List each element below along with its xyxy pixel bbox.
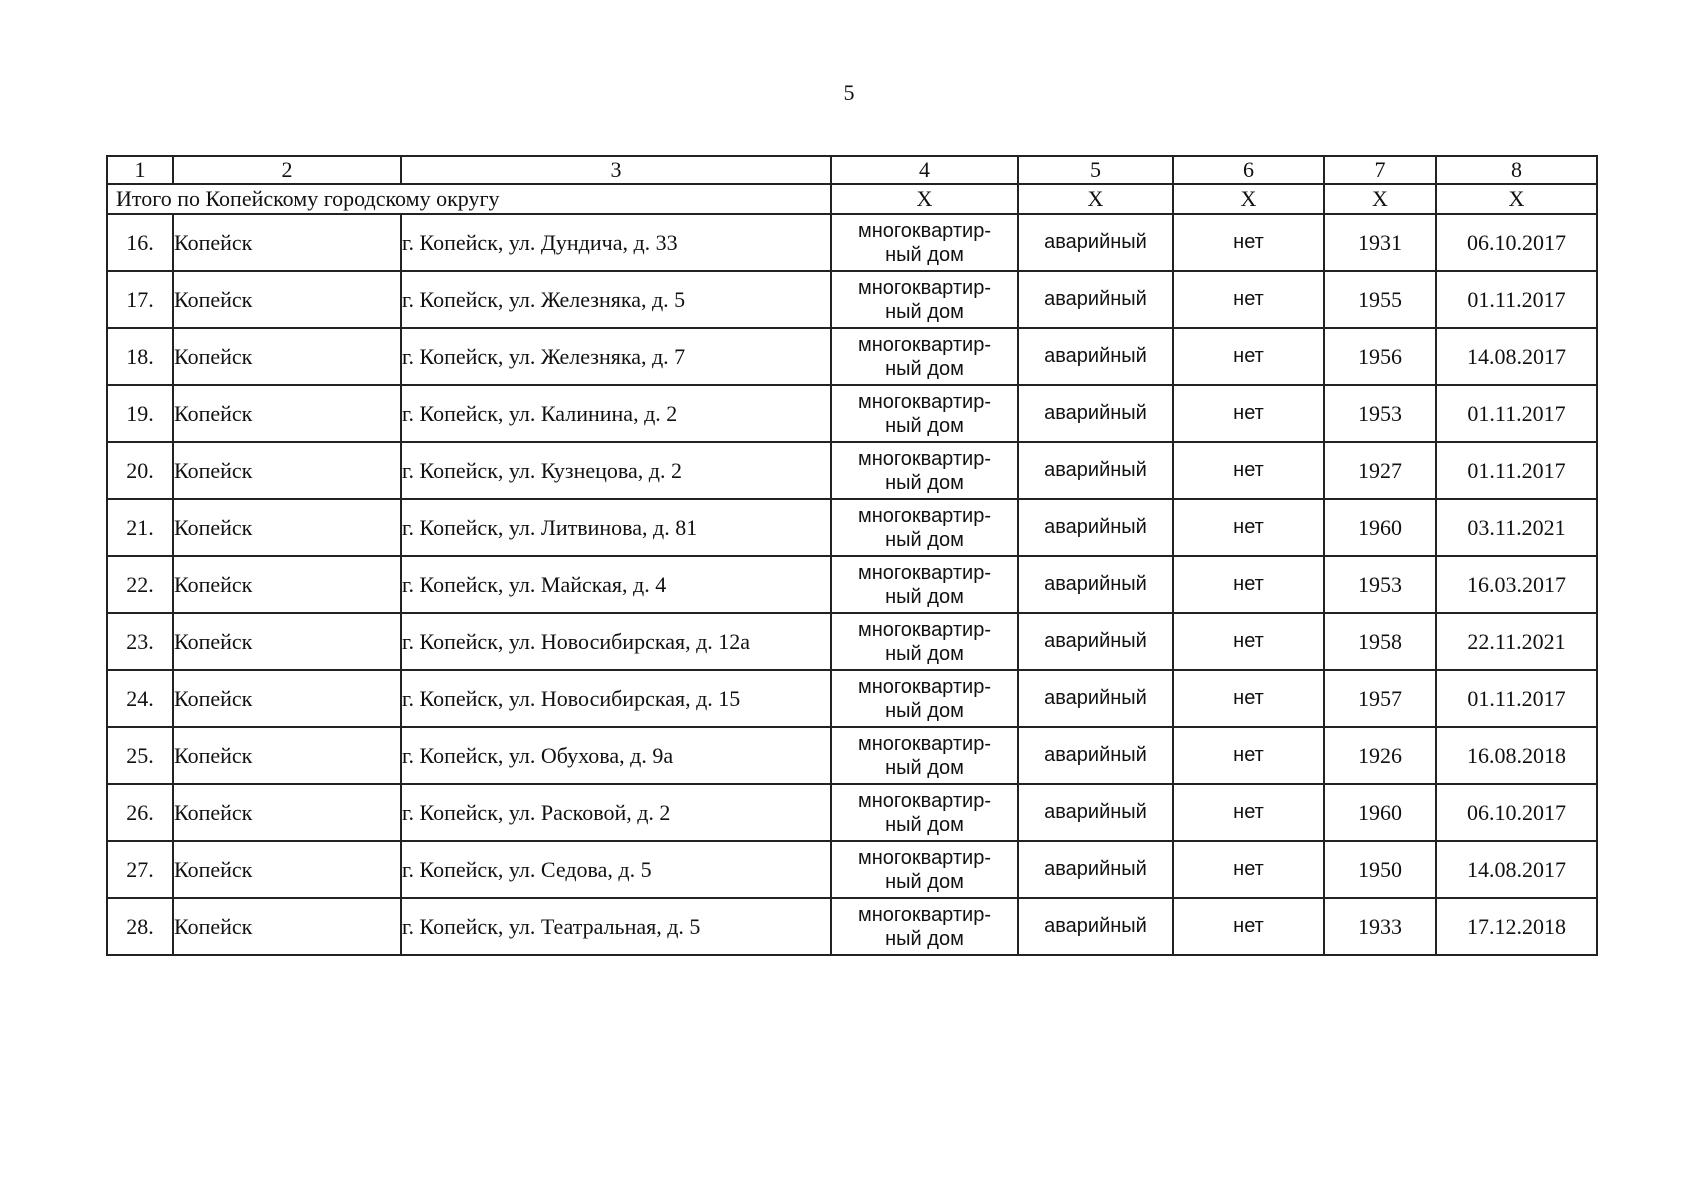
column-number: 3 (401, 156, 831, 184)
table-row (107, 841, 1597, 898)
building-type-line2: ный дом (885, 927, 964, 950)
city-cell: Копейск (173, 385, 401, 442)
year-cell: 1950 (1324, 841, 1436, 898)
flag-cell: нет (1173, 442, 1324, 499)
flag-cell: нет (1173, 328, 1324, 385)
building-type-line1: многоквартир- (858, 333, 991, 356)
row-number: 28. (107, 898, 173, 955)
building-type-line1: многоквартир- (858, 561, 991, 584)
building-type-line2: ный дом (885, 870, 964, 893)
condition-cell: аварийный (1018, 613, 1173, 670)
year-cell: 1926 (1324, 727, 1436, 784)
address-cell: г. Копейск, ул. Обухова, д. 9а (401, 727, 831, 784)
total-mark: X (1324, 184, 1436, 214)
total-label: Итого по Копейскому городскому округу (107, 184, 831, 214)
flag-cell: нет (1173, 271, 1324, 328)
table-row (107, 214, 1597, 271)
city-cell: Копейск (173, 613, 401, 670)
date-cell: 01.11.2017 (1436, 385, 1597, 442)
year-cell: 1958 (1324, 613, 1436, 670)
address-cell: г. Копейск, ул. Театральная, д. 5 (401, 898, 831, 955)
year-cell: 1953 (1324, 385, 1436, 442)
building-type-cell (831, 385, 1018, 442)
address-cell: г. Копейск, ул. Железняка, д. 5 (401, 271, 831, 328)
condition-cell: аварийный (1018, 271, 1173, 328)
building-type-cell (831, 328, 1018, 385)
row-number: 17. (107, 271, 173, 328)
row-number: 23. (107, 613, 173, 670)
year-cell: 1955 (1324, 271, 1436, 328)
column-number: 5 (1018, 156, 1173, 184)
column-number: 4 (831, 156, 1018, 184)
address-cell: г. Копейск, ул. Литвинова, д. 81 (401, 499, 831, 556)
date-cell: 22.11.2021 (1436, 613, 1597, 670)
page-number: 5 (843, 80, 855, 105)
total-mark: X (1436, 184, 1597, 214)
city-cell: Копейск (173, 499, 401, 556)
date-cell: 14.08.2017 (1436, 841, 1597, 898)
table-row (107, 727, 1597, 784)
year-cell: 1957 (1324, 670, 1436, 727)
building-type-line1: многоквартир- (858, 447, 991, 470)
table-row (107, 442, 1597, 499)
city-cell: Копейск (173, 784, 401, 841)
building-type-line2: ный дом (885, 756, 964, 779)
table-row (107, 670, 1597, 727)
building-type-cell (831, 841, 1018, 898)
year-cell: 1960 (1324, 499, 1436, 556)
date-cell: 01.11.2017 (1436, 442, 1597, 499)
building-type-line2: ный дом (885, 243, 964, 266)
city-cell: Копейск (173, 442, 401, 499)
row-number: 16. (107, 214, 173, 271)
row-number: 18. (107, 328, 173, 385)
row-number: 25. (107, 727, 173, 784)
total-mark: X (1018, 184, 1173, 214)
address-cell: г. Копейск, ул. Седова, д. 5 (401, 841, 831, 898)
flag-cell: нет (1173, 670, 1324, 727)
date-cell: 03.11.2021 (1436, 499, 1597, 556)
condition-cell: аварийный (1018, 214, 1173, 271)
building-type-cell (831, 727, 1018, 784)
building-type-cell (831, 784, 1018, 841)
flag-cell: нет (1173, 556, 1324, 613)
building-type-line2: ный дом (885, 585, 964, 608)
flag-cell: нет (1173, 499, 1324, 556)
building-type-line1: многоквартир- (858, 732, 991, 755)
address-cell: г. Копейск, ул. Кузнецова, д. 2 (401, 442, 831, 499)
data-rows (107, 214, 1597, 955)
flag-cell: нет (1173, 385, 1324, 442)
total-row (107, 184, 1597, 214)
city-cell: Копейск (173, 670, 401, 727)
date-cell: 14.08.2017 (1436, 328, 1597, 385)
column-number: 6 (1173, 156, 1324, 184)
building-type-cell (831, 670, 1018, 727)
city-cell: Копейск (173, 841, 401, 898)
address-cell: г. Копейск, ул. Майская, д. 4 (401, 556, 831, 613)
date-cell: 16.08.2018 (1436, 727, 1597, 784)
building-type-line1: многоквартир- (858, 789, 991, 812)
row-number: 21. (107, 499, 173, 556)
condition-cell: аварийный (1018, 328, 1173, 385)
building-type-line2: ный дом (885, 642, 964, 665)
table-row (107, 385, 1597, 442)
condition-cell: аварийный (1018, 442, 1173, 499)
city-cell: Копейск (173, 328, 401, 385)
building-type-line1: многоквартир- (858, 276, 991, 299)
building-type-cell (831, 613, 1018, 670)
condition-cell: аварийный (1018, 727, 1173, 784)
table-row (107, 328, 1597, 385)
flag-cell: нет (1173, 613, 1324, 670)
city-cell: Копейск (173, 271, 401, 328)
row-number: 19. (107, 385, 173, 442)
flag-cell: нет (1173, 214, 1324, 271)
building-type-line1: многоквартир- (858, 846, 991, 869)
condition-cell: аварийный (1018, 670, 1173, 727)
condition-cell: аварийный (1018, 784, 1173, 841)
row-number: 27. (107, 841, 173, 898)
city-cell: Копейск (173, 727, 401, 784)
date-cell: 16.03.2017 (1436, 556, 1597, 613)
building-type-cell (831, 556, 1018, 613)
building-type-line2: ный дом (885, 471, 964, 494)
building-type-line1: многоквартир- (858, 219, 991, 242)
housing-table (106, 155, 1598, 956)
condition-cell: аварийный (1018, 556, 1173, 613)
building-type-cell (831, 499, 1018, 556)
address-cell: г. Копейск, ул. Железняка, д. 7 (401, 328, 831, 385)
address-cell: г. Копейск, ул. Новосибирская, д. 15 (401, 670, 831, 727)
condition-cell: аварийный (1018, 841, 1173, 898)
city-cell: Копейск (173, 556, 401, 613)
building-type-cell (831, 442, 1018, 499)
table-row (107, 556, 1597, 613)
address-cell: г. Копейск, ул. Расковой, д. 2 (401, 784, 831, 841)
address-cell: г. Копейск, ул. Калинина, д. 2 (401, 385, 831, 442)
building-type-cell (831, 271, 1018, 328)
year-cell: 1953 (1324, 556, 1436, 613)
building-type-line2: ный дом (885, 300, 964, 323)
table-row (107, 271, 1597, 328)
flag-cell: нет (1173, 727, 1324, 784)
table-row (107, 898, 1597, 955)
flag-cell: нет (1173, 898, 1324, 955)
building-type-line1: многоквартир- (858, 675, 991, 698)
year-cell: 1933 (1324, 898, 1436, 955)
address-cell: г. Копейск, ул. Дундича, д. 33 (401, 214, 831, 271)
condition-cell: аварийный (1018, 385, 1173, 442)
building-type-line2: ный дом (885, 357, 964, 380)
table-row (107, 613, 1597, 670)
city-cell: Копейск (173, 214, 401, 271)
address-cell: г. Копейск, ул. Новосибирская, д. 12а (401, 613, 831, 670)
row-number: 24. (107, 670, 173, 727)
column-number: 8 (1436, 156, 1597, 184)
total-mark: X (1173, 184, 1324, 214)
city-cell: Копейск (173, 898, 401, 955)
condition-cell: аварийный (1018, 499, 1173, 556)
year-cell: 1931 (1324, 214, 1436, 271)
row-number: 20. (107, 442, 173, 499)
building-type-line2: ный дом (885, 414, 964, 437)
building-type-line1: многоквартир- (858, 903, 991, 926)
row-number: 22. (107, 556, 173, 613)
flag-cell: нет (1173, 841, 1324, 898)
year-cell: 1927 (1324, 442, 1436, 499)
column-number-row (107, 156, 1597, 184)
building-type-cell (831, 898, 1018, 955)
building-type-line2: ный дом (885, 699, 964, 722)
building-type-cell (831, 214, 1018, 271)
table-row (107, 784, 1597, 841)
date-cell: 01.11.2017 (1436, 670, 1597, 727)
date-cell: 06.10.2017 (1436, 214, 1597, 271)
date-cell: 01.11.2017 (1436, 271, 1597, 328)
building-type-line2: ный дом (885, 813, 964, 836)
total-mark: X (831, 184, 1018, 214)
building-type-line1: многоквартир- (858, 618, 991, 641)
date-cell: 17.12.2018 (1436, 898, 1597, 955)
condition-cell: аварийный (1018, 898, 1173, 955)
building-type-line1: многоквартир- (858, 390, 991, 413)
year-cell: 1956 (1324, 328, 1436, 385)
building-type-line2: ный дом (885, 528, 964, 551)
date-cell: 06.10.2017 (1436, 784, 1597, 841)
building-type-line1: многоквартир- (858, 504, 991, 527)
row-number: 26. (107, 784, 173, 841)
column-number: 2 (173, 156, 401, 184)
year-cell: 1960 (1324, 784, 1436, 841)
table-row (107, 499, 1597, 556)
column-number: 7 (1324, 156, 1436, 184)
flag-cell: нет (1173, 784, 1324, 841)
column-number: 1 (107, 156, 173, 184)
